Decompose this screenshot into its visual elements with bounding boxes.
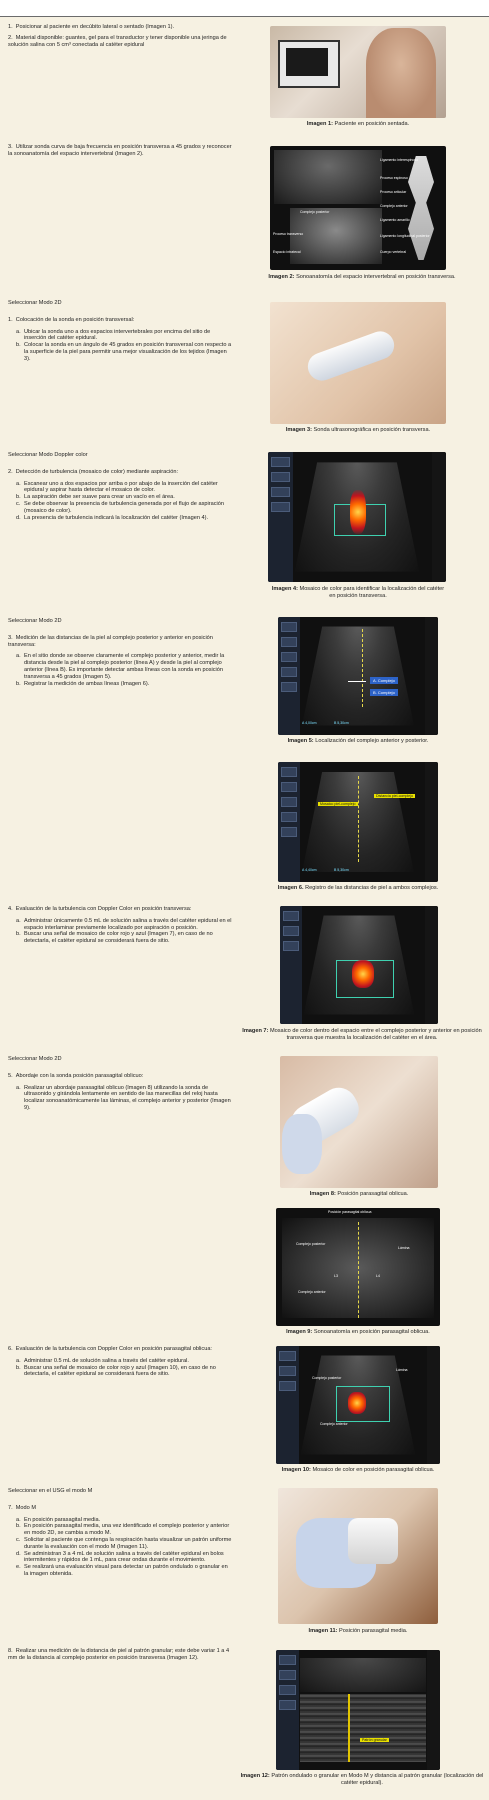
- readout-a: A 4,40cm: [302, 868, 317, 872]
- patient-back: [366, 28, 436, 118]
- image-4-ultrasound: [268, 452, 446, 582]
- label-complejo-anterior: Complejo anterior: [298, 1290, 326, 1294]
- list-item: b. Registrar la medición de ambas líneas (Imagen 6).: [16, 680, 150, 687]
- list-item: e. Se realizará una evaluación visual para detectar un patrón ondulado o granular en la imagen obtenida.: [16, 1564, 228, 1577]
- list-item: a. En posición parasagital media.: [16, 1516, 101, 1523]
- label-complejo-posterior: Complejo posterior: [296, 1242, 326, 1246]
- label-ligamento-longitudinal: Ligamento longitudinal posterior: [380, 234, 430, 238]
- image-11-caption: Imagen 11: Posición parasagital media.: [308, 1628, 408, 1634]
- gloved-hand: [282, 1114, 322, 1174]
- step-2-item: 2. Material disponible: guantes, gel para el transductor y tener disponible una jeringa de solución salina con 5 cm³ conectada al catéter epidural: [8, 34, 227, 48]
- image-9-caption: Imagen 9: Sonoanatomía en posición parasagital oblicua.: [286, 1329, 430, 1335]
- ultrasound-probe-icon: [348, 1518, 398, 1564]
- step-7-text: [8, 1488, 233, 1578]
- readout-b: B 5,30cm: [334, 721, 349, 725]
- list-item: b. Buscar una señal de mosaico de color rojo y azul (Imagen 10), en caso de no detectarla, el catéter epidural se considerará fuera de sitio.: [16, 1364, 216, 1378]
- image-2-ultrasound: [270, 146, 446, 270]
- label-complejo-posterior: Complejo posterior: [300, 210, 330, 214]
- list-item: b. Colocar la sonda en un ángulo de 45 grados en posición transversal con respecto a la superficie de la piel para permitir una mejor visualización de los tejidos (Imagen 3).: [16, 342, 232, 362]
- list-item: d. Se administran 3 a 4 mL de solución salina a través del catéter epidural en bolos intermitentes y rápidos de 1 mL, para crear ondas durante el movimiento.: [16, 1550, 224, 1564]
- image-2-caption: Imagen 2: Sonoanatomía del espacio intervertebral en posición transversa.: [268, 274, 456, 280]
- image-1-photo: [270, 26, 446, 118]
- list-item: a. Realizar un abordaje parasagital oblicuo (Imagen 8) utilizando la sonda de ultrasonido y girándola lentamente en sentido de las manecillas del reloj hasta localizar sonoanatómicamente las láminas, el complejo anterior y posterior (Imagen 9).: [16, 1084, 231, 1111]
- label-proceso-transverso: Proceso transverso: [273, 232, 304, 236]
- step-7-num: 7. Modo M: [8, 1504, 36, 1511]
- list-item: d. La presencia de turbulencia indicará la localización del catéter (Imagen 4).: [16, 514, 209, 521]
- image-10-caption: Imagen 10: Mosaico de color en posición parasagital oblicua.: [281, 1467, 435, 1473]
- label-complejo-anterior: Complejo anterior: [380, 204, 408, 208]
- image-10-ultrasound: [276, 1346, 440, 1464]
- label-ligamento-amarillo: Ligamento amarillo: [380, 218, 410, 222]
- label-proceso-articular: Proceso articular: [380, 190, 407, 194]
- list-item: a. Ubicar la sonda uno a dos espacios intervertebrales por encima del sitio de inserción del catéter epidural.: [16, 328, 211, 342]
- label-cuerpo-vertebral: Cuerpo vertebral: [380, 250, 407, 254]
- step-1-item: 1. Posicionar al paciente en decúbito lateral o sentado (Imagen 1).: [8, 24, 175, 30]
- image-7-ultrasound: [280, 906, 438, 1024]
- step-3-item: 3. Utilizar sonda curva de baja frecuencia en posición transversa a 45 grados y reconocer la sonoanatomía del espacio intervertebral (Imagen 2).: [8, 144, 232, 157]
- measure-step-num: 3. Medición de las distancias de la piel al complejo posterior y anterior en posición transversa:: [8, 634, 213, 648]
- image-3-caption: Imagen 3: Sonda ultrasonográfica en posición transversa.: [285, 427, 431, 433]
- image-12-caption: Imagen 12: Patrón ondulado o granular en Modo M y distancia al patrón granular (localización del catéter epidural).: [240, 1773, 484, 1786]
- label-complejo-anterior: Complejo anterior: [320, 1422, 348, 1426]
- step-6-text: [8, 1346, 233, 1378]
- list-item: b. La aspiración debe ser suave para crear un vacío en el área.: [16, 494, 175, 501]
- top-bar: [0, 0, 489, 17]
- label-l3: L3: [334, 1274, 338, 1278]
- image-9-ultrasound: [276, 1208, 440, 1326]
- list-item: a. Administrar únicamente 0.5 mL de solución salina a través del catéter epidural en el espacio interlaminar previamente localizado por aspiración o posición.: [16, 917, 232, 931]
- measure-step-text: [8, 618, 233, 687]
- list-item: a. Administrar 0.5 mL de solución salina a través del catéter epidural.: [16, 1357, 189, 1364]
- step-8-text: [8, 1648, 233, 1666]
- step-4-text: [8, 906, 233, 945]
- label-lamina: Lámina: [398, 1246, 410, 1250]
- mode-label: Seleccionar Modo 2D: [8, 300, 62, 306]
- doppler-step-text: [8, 452, 233, 521]
- ultrasound-probe-icon: [304, 327, 398, 384]
- vertebra-model-icon: [408, 156, 434, 260]
- mode-label: Seleccionar Modo 2D: [8, 618, 62, 624]
- probe-step-text: [8, 300, 233, 363]
- list-item: a. Escanear uno a dos espacios por arriba o por abajo de la inserción del catéter epidural y aspirar hasta detectar el mosaico de color.: [16, 480, 218, 494]
- list-item: a. En el sitio donde se observe claramente el complejo posterior y anterior, medir la distancia desde la piel al complejo posterior (línea A) y desde la piel al complejo anterior (línea B). Es importante detectar ambas líneas con la sonda en posición transversa a 45 grados (Imagen 5).: [16, 653, 225, 680]
- label-patron-granular: Patrón granular: [362, 1738, 387, 1742]
- image-12-ultrasound: [276, 1650, 440, 1770]
- image-8-photo: [280, 1056, 438, 1188]
- label-complejo-a: A. Complejo: [370, 677, 398, 684]
- label-mosaico-piel: Mosaico piel-complejo: [320, 802, 356, 806]
- image-3-photo: [270, 302, 446, 424]
- label-complejo-b: B. Complejo: [370, 689, 398, 696]
- label-posicion-parasagital: Posición parasagital oblicua: [328, 1210, 372, 1214]
- label-ligamento-interespinoso: Ligamento interespinoso: [380, 158, 419, 162]
- image-6-ultrasound: [278, 762, 438, 882]
- image-5-caption: Imagen 5: Localización del complejo anterior y posterior.: [287, 738, 429, 744]
- readout-a: A 4,00cm: [302, 721, 317, 725]
- mode-label: Seleccionar en el USG el modo M: [8, 1488, 93, 1494]
- image-4-caption: Imagen 4: Mosaico de color para identificar la localización del catéter en posición transversa.: [271, 586, 445, 599]
- list-item: b. Buscar una señal de mosaico de color rojo y azul (Imagen 7), en caso de no detectarla, el catéter epidural se considerará fuera de sitio.: [16, 931, 213, 945]
- label-espacio-intratecal: Espacio intratecal: [273, 250, 301, 254]
- image-11-photo: [278, 1488, 438, 1624]
- step-5-text: [8, 1056, 233, 1112]
- image-7-caption: Imagen 7: Mosaico de color dentro del espacio entre el complejo posterior y anterior en posición transversa que muestra la localización del catéter en el área.: [242, 1028, 482, 1041]
- step-1-text: [8, 24, 233, 52]
- step-3-text: [8, 144, 233, 162]
- image-6-caption: Imagen 6. Registro de las distancias de piel a ambos complejos.: [277, 885, 439, 891]
- mode-label: Seleccionar Modo 2D: [8, 1056, 62, 1062]
- probe-step-num: 1. Colocación de la sonda en posición transversal:: [8, 316, 135, 323]
- label-lamina: Lámina: [396, 1368, 408, 1372]
- label-distancia-piel: Distancia piel-complejo: [376, 794, 413, 798]
- label-complejo-posterior: Complejo posterior: [312, 1376, 342, 1380]
- mode-label: Seleccionar Modo Doppler color: [8, 452, 88, 458]
- step-4-num: 4. Evaluación de la turbulencia con Doppler Color en posición transversa:: [8, 906, 192, 912]
- tablet-screen-icon: [278, 40, 340, 88]
- step-5-num: 5. Abordaje con la sonda posición parasagital oblicuo:: [8, 1072, 144, 1079]
- list-item: c. Solicitar al paciente que contenga la respiración hasta visualizar un patrón uniforme durante la evaluación con el modo M (Imagen 11).: [16, 1536, 232, 1550]
- list-item: c. Se debe observar la presencia de turbulencia generada por el flujo de aspiración (mosaico de color).: [16, 500, 224, 514]
- image-8-caption: Imagen 8: Posición parasagital oblicua.: [309, 1191, 409, 1197]
- label-proceso-espinoso: Proceso espinoso: [380, 176, 408, 180]
- doppler-step-num: 2. Detección de turbulencia (mosaico de color) mediante aspiración:: [8, 468, 179, 475]
- label-l4: L4: [376, 1274, 380, 1278]
- step-8-item: 8. Realizar una medición de la distancia de piel al patrón granular; este debe variar 1 a 4 mm de la distancia al complejo posterior en posición transversa (Imagen 12).: [8, 1648, 230, 1661]
- image-1-caption: Imagen 1: Paciente en posición sentada.: [306, 121, 410, 127]
- readout-b: B 5,30cm: [334, 868, 349, 872]
- list-item: b. En posición parasagital media, una vez identificado el complejo posterior y anterior en modo 2D, se cambia a modo M.: [16, 1523, 230, 1537]
- step-6-num: 6. Evaluación de la turbulencia con Doppler Color en posición parasagital oblicua:: [8, 1346, 212, 1352]
- image-5-ultrasound: [278, 617, 438, 735]
